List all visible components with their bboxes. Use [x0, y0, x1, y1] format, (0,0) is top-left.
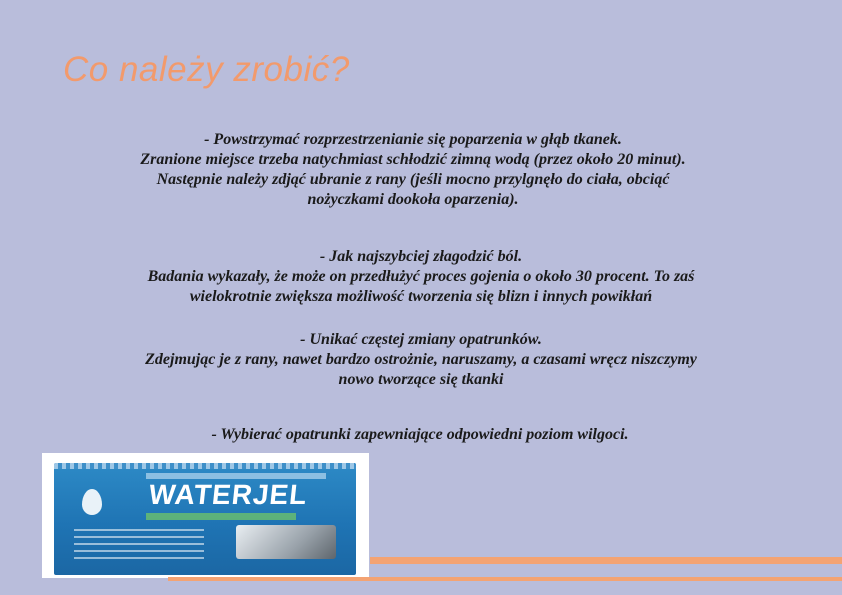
decorative-stripe	[370, 557, 842, 564]
sachet-window	[236, 525, 336, 559]
text-line: wielokrotnie zwiększa możliwość tworzenia się blizn i innych powikłań	[189, 288, 653, 305]
text-line: Następnie należy zdjąć ubranie z rany (jeśli mocno przylgnęło do ciała, obciąć	[156, 171, 670, 188]
text-line: nowo tworzące się tkanki	[338, 371, 504, 388]
product-photo	[42, 453, 369, 578]
slide-title: Co należy zrobić?	[63, 50, 350, 89]
sachet-print	[74, 529, 204, 559]
decorative-stripe	[168, 577, 842, 581]
sachet-band	[146, 513, 296, 520]
burn-dressing-sachet	[54, 463, 356, 575]
product-brand-logo: WATERJEL	[147, 479, 310, 510]
text-line: Zranione miejsce trzeba natychmiast schłodzić zimną wodą (przez około 20 minut).	[140, 151, 686, 168]
text-line: nożyczkami dookoła oparzenia).	[307, 191, 519, 208]
sachet-seal	[54, 463, 356, 469]
water-drop-icon	[82, 489, 102, 515]
text-line: - Jak najszybciej złagodzić ból.	[319, 248, 523, 265]
text-line: - Wybierać opatrunki zapewniające odpowiedni poziom wilgoci.	[211, 426, 629, 443]
text-line: Zdejmując je z rany, nawet bardzo ostrożnie, naruszamy, a czasami wręcz niszczymy	[145, 351, 697, 368]
paragraph-choose-moist-dressings	[0, 425, 841, 445]
text-line: Badania wykazały, że może on przedłużyć proces gojenia o około 30 procent. To zaś	[147, 268, 695, 285]
text-line: - Unikać częstej zmiany opatrunków.	[300, 331, 542, 348]
paragraph-avoid-dressing-changes	[0, 330, 842, 390]
paragraph-stop-burn-spread	[0, 130, 834, 210]
text-line: - Powstrzymać rozprzestrzenianie się poparzenia w głąb tkanek.	[204, 131, 622, 148]
paragraph-relieve-pain	[0, 247, 842, 307]
